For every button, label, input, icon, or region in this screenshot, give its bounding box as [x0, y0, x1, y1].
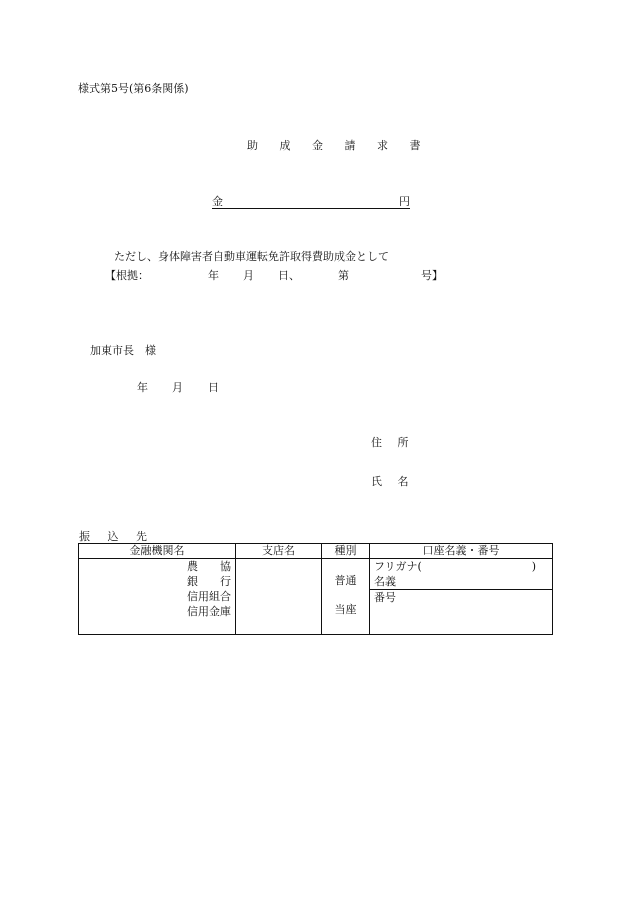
- account-type-current: 当座: [334, 603, 357, 616]
- basis-day-unit: 日、: [278, 269, 300, 282]
- table-header-row: [79, 544, 553, 559]
- basis-month-unit: 月: [243, 269, 254, 282]
- date-year-unit: 年: [137, 381, 148, 394]
- institution-type-credit-union: 信用組合: [187, 590, 231, 603]
- address-label: 住 所: [371, 436, 415, 449]
- account-type-cell[interactable]: [322, 559, 370, 635]
- date-day-unit: 日: [208, 381, 219, 394]
- amount-line[interactable]: [212, 193, 410, 209]
- amount-suffix: 円: [399, 195, 410, 208]
- date-month-unit: 月: [172, 381, 183, 394]
- basis-number-suffix: 号】: [421, 269, 443, 282]
- number-row[interactable]: [370, 589, 552, 619]
- branch-cell[interactable]: [236, 559, 322, 635]
- basis-open: 【根拠：: [105, 269, 149, 282]
- holder-label: 名義: [374, 575, 396, 588]
- document-title: 助 成 金 請 求 書: [247, 139, 430, 152]
- transfer-label: 振 込 先: [79, 530, 154, 543]
- form-number: 様式第5号(第6条関係): [78, 82, 189, 95]
- institution-cell[interactable]: [79, 559, 236, 635]
- header-account: 口座名義・番号: [370, 544, 553, 559]
- basis-number-prefix: 第: [338, 269, 349, 282]
- institution-type-bank: 銀 行: [187, 575, 231, 588]
- header-type: 種別: [322, 544, 370, 559]
- institution-type-nokyo: 農 協: [187, 560, 231, 573]
- purpose-text: ただし、身体障害者自動車運転免許取得費助成金として: [114, 250, 389, 263]
- furigana-row[interactable]: [370, 559, 552, 574]
- addressee: 加東市長 様: [90, 344, 156, 357]
- header-institution: 金融機関名: [79, 544, 236, 559]
- account-cell[interactable]: [370, 559, 553, 635]
- header-branch: 支店名: [236, 544, 322, 559]
- name-label: 氏 名: [371, 475, 415, 488]
- table-row: [79, 559, 553, 635]
- account-type-ordinary: 普通: [334, 574, 357, 587]
- amount-prefix: 金: [212, 195, 223, 208]
- number-label: 番号: [374, 591, 396, 604]
- furigana-close: ): [531, 560, 536, 573]
- furigana-label: フリガナ(: [374, 560, 422, 573]
- bank-transfer-table: [78, 543, 553, 635]
- basis-year-unit: 年: [208, 269, 219, 282]
- holder-row[interactable]: [370, 574, 552, 589]
- institution-type-shinkin: 信用金庫: [187, 605, 231, 618]
